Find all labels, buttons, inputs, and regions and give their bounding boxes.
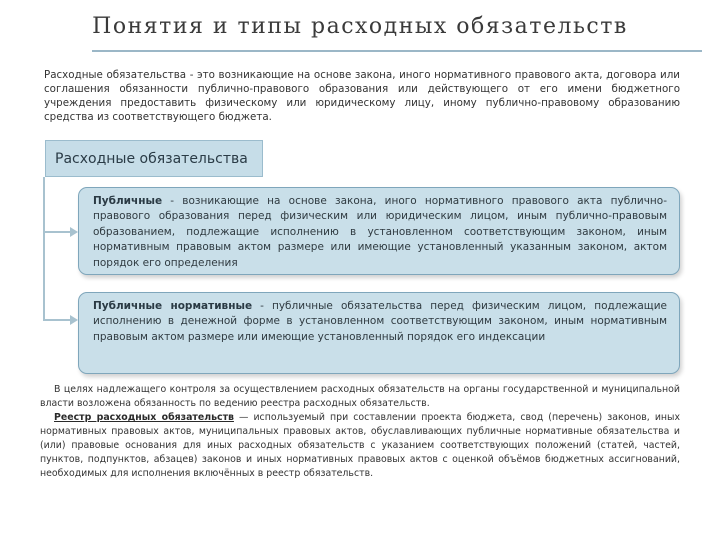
intro-term: Расходные обязательства [44, 69, 187, 81]
registry-term: Реестр расходных обязательств [54, 412, 234, 423]
tree-connector-vertical [43, 177, 45, 320]
main-concept-box [45, 140, 263, 177]
type-card-public-normative [78, 292, 680, 374]
registry-paragraph [40, 411, 680, 481]
main-concept-label: Расходные обязательства [55, 150, 248, 167]
card-text: - возникающие на основе закона, иного нормативного правового акта публично-правового образования перед физическим или юридическим лицом, иным публично-правовым образованием, подлежащие исполнению в установленном соответствующим законом, иным нормативным правовым актом размере или имеющие установленный указанным законом, актом порядок его определения [93, 195, 667, 269]
intro-definition [44, 68, 680, 124]
registry-section [40, 383, 680, 481]
card-term: Публичные нормативные [93, 300, 253, 312]
title-underline [92, 50, 702, 52]
intro-text: - это возникающие на основе закона, иного нормативного правового акта, договора или соглашения обязанности публично-правового образования или действующего от его имени бюджетного учреждения предоставить физическому или юридическому лицу, иному публично-правовому образованию средства из соответствующего бюджета. [44, 69, 680, 123]
slide-title: Понятия и типы расходных обязательств [92, 14, 628, 39]
card-term: Публичные [93, 195, 163, 207]
arrow-right-icon [70, 227, 78, 237]
card-text: - публичные обязательства перед физическим лицом, подлежащие исполнению в денежной форме в установленном соответствующим законом, иным нормативным правовым актом размере или имеющие установленный порядок его индексации [93, 300, 667, 343]
arrow-right-icon [70, 315, 78, 325]
control-paragraph: В целях надлежащего контроля за осуществлением расходных обязательств на органы государственной и муниципальной власти возложена обязанность по ведению реестра расходных обязательств. [40, 384, 680, 409]
type-card-public [78, 187, 680, 275]
tree-connector-branch-1 [43, 231, 71, 233]
registry-definition: — используемый при составлении проекта бюджета, свод (перечень) законов, иных нормативных правовых актов, муниципальных правовых актов, обуславливающих публичные нормативные обязательства и (или) правовые основания для иных расходных обязательств с указанием соответствующих положений (статей, частей, пунктов, подпунктов, абзацев) законов и иных нормативных правовых актов с оценкой объёмов бюджетных ассигнований, необходимых для исполнения включённых в реестр обязательств. [40, 412, 681, 479]
tree-connector-branch-2 [43, 319, 71, 321]
